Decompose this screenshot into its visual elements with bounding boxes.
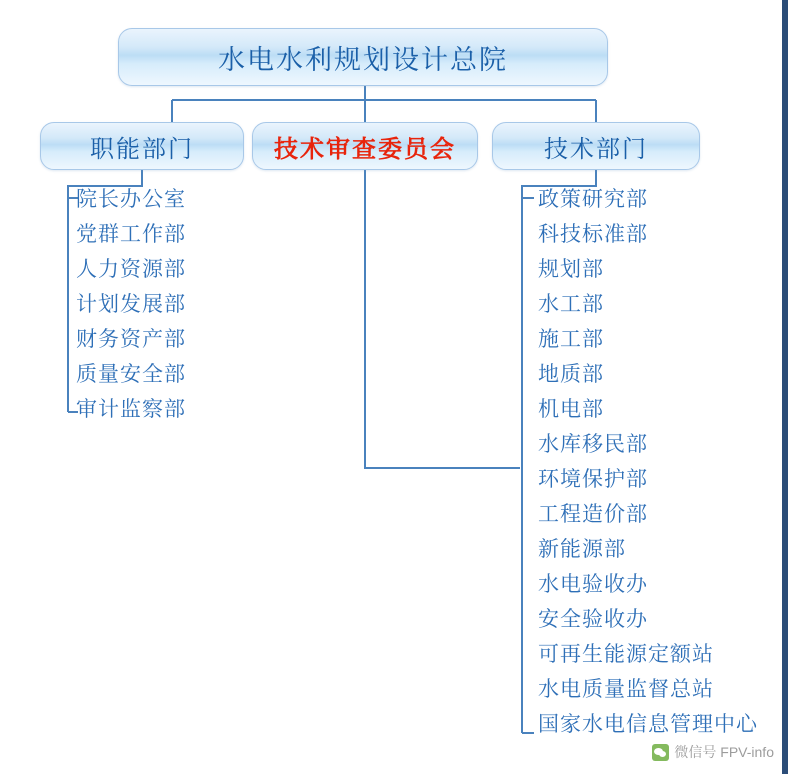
org-node-functional-departments-label: 职能部门 — [90, 135, 194, 163]
list-item[interactable]: 科技标准部 — [538, 223, 648, 246]
list-item[interactable]: 施工部 — [538, 328, 604, 351]
watermark — [652, 742, 774, 762]
list-item[interactable]: 机电部 — [538, 398, 604, 421]
list-item[interactable]: 地质部 — [538, 363, 604, 386]
functional-department-list — [76, 182, 186, 427]
list-item[interactable]: 安全验收办 — [538, 608, 648, 631]
list-item[interactable]: 院长办公室 — [76, 188, 186, 211]
org-node-technical-review-committee-label: 技术审查委员会 — [274, 135, 456, 163]
org-node-root[interactable] — [118, 28, 608, 86]
list-item[interactable]: 规划部 — [538, 258, 604, 281]
list-item[interactable]: 审计监察部 — [76, 398, 186, 421]
org-node-technical-departments[interactable] — [492, 122, 700, 170]
list-item[interactable]: 水工部 — [538, 293, 604, 316]
list-item[interactable]: 工程造价部 — [538, 503, 648, 526]
list-item[interactable]: 计划发展部 — [76, 293, 186, 316]
list-item[interactable]: 国家水电信息管理中心 — [538, 713, 758, 736]
list-item[interactable]: 财务资产部 — [76, 328, 186, 351]
list-item[interactable]: 可再生能源定额站 — [538, 643, 714, 666]
list-item[interactable]: 环境保护部 — [538, 468, 648, 491]
list-item[interactable]: 水库移民部 — [538, 433, 648, 456]
org-node-root-label: 水电水利规划设计总院 — [218, 44, 508, 75]
list-item[interactable]: 人力资源部 — [76, 258, 186, 281]
technical-department-list — [538, 182, 758, 742]
list-item[interactable]: 政策研究部 — [538, 188, 648, 211]
watermark-text: 微信号 FPV-info — [674, 744, 774, 760]
list-item[interactable]: 质量安全部 — [76, 363, 186, 386]
list-item[interactable]: 水电质量监督总站 — [538, 678, 714, 701]
list-item[interactable]: 新能源部 — [538, 538, 626, 561]
wechat-icon — [652, 744, 669, 761]
org-node-technical-review-committee[interactable] — [252, 122, 478, 170]
org-node-technical-departments-label: 技术部门 — [544, 135, 648, 163]
right-edge-strip — [782, 0, 788, 774]
list-item[interactable]: 党群工作部 — [76, 223, 186, 246]
org-node-functional-departments[interactable] — [40, 122, 244, 170]
list-item[interactable]: 水电验收办 — [538, 573, 648, 596]
